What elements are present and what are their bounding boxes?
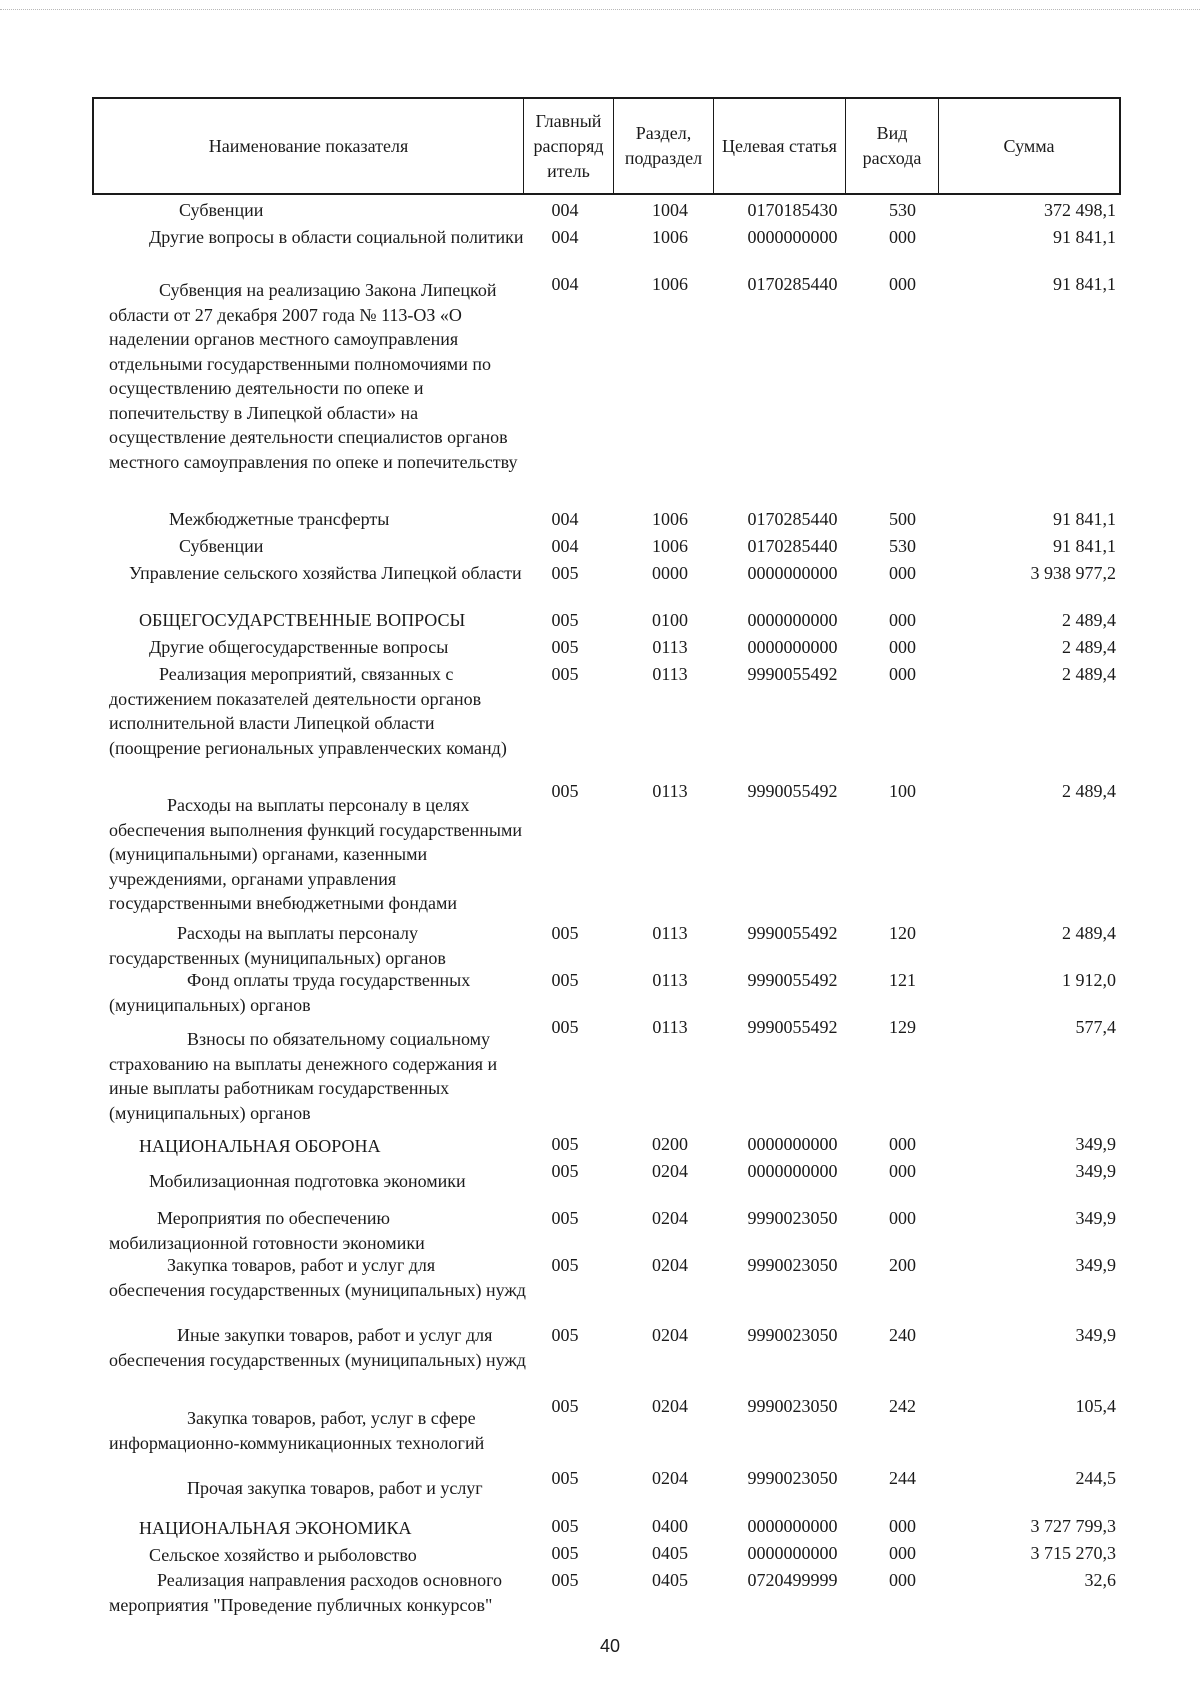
page-number: 40 xyxy=(599,1636,621,1656)
row-sum: 91 841,1 xyxy=(1053,509,1116,529)
row-razdel: 1006 xyxy=(652,274,688,294)
header-razdel: Раздел, подраздел xyxy=(614,99,714,193)
row-razdel: 0113 xyxy=(652,637,688,657)
row-razdel: 1004 xyxy=(652,200,688,220)
row-vid: 000 xyxy=(889,637,916,657)
row-glav: 005 xyxy=(551,1516,579,1536)
row-razdel: 1006 xyxy=(652,227,688,247)
row-vid: 121 xyxy=(889,970,916,990)
row-name: Реализация направления расходов основного мероприятия "Проведение публичных конкурсов" xyxy=(109,1570,503,1615)
row-name: Субвенции xyxy=(179,536,264,556)
row-sum: 91 841,1 xyxy=(1053,536,1116,556)
row-glav: 005 xyxy=(551,1543,579,1563)
row-sum: 91 841,1 xyxy=(1053,274,1116,294)
row-name: Другие общегосударственные вопросы xyxy=(149,637,449,657)
row-name: Прочая закупка товаров, работ и услуг xyxy=(187,1478,483,1498)
row-name: Иные закупки товаров, работ и услуг для обеспечения государственных (муниципальных) нужд xyxy=(109,1325,526,1370)
row-glav: 005 xyxy=(551,610,579,630)
row-glav: 005 xyxy=(551,1134,579,1154)
row-sum: 349,9 xyxy=(1075,1208,1116,1228)
row-razdel: 0000 xyxy=(652,563,688,583)
row-target: 9990055492 xyxy=(747,781,838,801)
row-name: Расходы на выплаты персоналу государственных (муниципальных) органов xyxy=(109,923,446,968)
row-name: НАЦИОНАЛЬНАЯ ЭКОНОМИКА xyxy=(139,1518,412,1538)
row-name: Закупка товаров, работ и услуг для обеспечения государственных (муниципальных) нужд xyxy=(109,1255,526,1300)
row-name: Межбюджетные трансферты xyxy=(169,509,390,529)
row-glav: 005 xyxy=(551,563,579,583)
row-razdel: 0200 xyxy=(652,1134,688,1154)
row-target: 0000000000 xyxy=(747,637,838,657)
row-name: Расходы на выплаты персоналу в целях обеспечения выполнения функций государственными (муниципальными) органами, казенными учреждениями, органами управления государственными внебюджетными фондами xyxy=(109,795,523,913)
row-target: 9990023050 xyxy=(747,1208,838,1228)
row-name: НАЦИОНАЛЬНАЯ ОБОРОНА xyxy=(139,1136,381,1156)
header-vid: Вид расхода xyxy=(846,99,939,193)
row-sum: 2 489,4 xyxy=(1062,923,1116,943)
row-sum: 349,9 xyxy=(1075,1134,1116,1154)
row-target: 0000000000 xyxy=(747,1161,838,1181)
row-name: Сельское хозяйство и рыболовство xyxy=(149,1545,417,1565)
row-glav: 005 xyxy=(551,1161,579,1181)
row-name: Другие вопросы в области социальной политики xyxy=(149,227,524,247)
row-target: 0170185430 xyxy=(747,200,838,220)
row-sum: 372 498,1 xyxy=(1044,200,1116,220)
row-glav: 004 xyxy=(551,200,579,220)
row-sum: 244,5 xyxy=(1075,1468,1116,1488)
row-glav: 005 xyxy=(551,1325,579,1345)
row-target: 9990023050 xyxy=(747,1396,838,1416)
row-name: Управление сельского хозяйства Липецкой области xyxy=(129,563,522,583)
row-name: Субвенция на реализацию Закона Липецкой области от 27 декабря 2007 года № 113-ОЗ «О наделении органов местного самоуправления отдельными государственными полномочиями по осуществлению деятельности по опеке и попечительству в Липецкой области» на осуществление деятельности специалистов органов местного самоуправления по опеке и попечительству xyxy=(109,280,518,472)
row-target: 9990055492 xyxy=(747,664,838,684)
row-glav: 005 xyxy=(551,1208,579,1228)
row-target: 0000000000 xyxy=(747,1543,838,1563)
row-glav: 004 xyxy=(551,536,579,556)
row-vid: 500 xyxy=(889,509,916,529)
header-sum: Сумма xyxy=(1003,135,1055,156)
header-target: Целевая статья xyxy=(714,99,846,193)
row-sum: 91 841,1 xyxy=(1053,227,1116,247)
row-sum: 2 489,4 xyxy=(1062,781,1116,801)
row-razdel: 0113 xyxy=(652,1017,688,1037)
row-vid: 244 xyxy=(889,1468,916,1488)
row-sum: 2 489,4 xyxy=(1062,664,1116,684)
row-vid: 000 xyxy=(889,563,916,583)
row-razdel: 0113 xyxy=(652,923,688,943)
row-razdel: 0113 xyxy=(652,664,688,684)
row-razdel: 0204 xyxy=(652,1396,688,1416)
row-name: Субвенции xyxy=(179,200,264,220)
row-glav: 005 xyxy=(551,1468,579,1488)
row-sum: 105,4 xyxy=(1075,1396,1116,1416)
row-razdel: 0400 xyxy=(652,1516,688,1536)
row-sum: 349,9 xyxy=(1075,1255,1116,1275)
row-razdel: 0113 xyxy=(652,781,688,801)
row-vid: 000 xyxy=(889,1543,916,1563)
row-target: 0000000000 xyxy=(747,1516,838,1536)
row-razdel: 0405 xyxy=(652,1570,688,1590)
row-vid: 000 xyxy=(889,1134,916,1154)
row-vid: 000 xyxy=(889,664,916,684)
row-name: Мероприятия по обеспечению мобилизационной готовности экономики xyxy=(109,1208,425,1253)
row-razdel: 0405 xyxy=(652,1543,688,1563)
header-glav: Главный распоряд итель xyxy=(524,99,614,193)
row-target: 0720499999 xyxy=(747,1570,838,1590)
row-glav: 005 xyxy=(551,1570,579,1590)
row-vid: 100 xyxy=(889,781,916,801)
row-vid: 000 xyxy=(889,610,916,630)
row-sum: 349,9 xyxy=(1075,1161,1116,1181)
row-vid: 530 xyxy=(889,200,916,220)
row-target: 0170285440 xyxy=(747,509,838,529)
row-vid: 000 xyxy=(889,274,916,294)
row-name: Фонд оплаты труда государственных (муниципальных) органов xyxy=(109,970,471,1015)
row-target: 0000000000 xyxy=(747,610,838,630)
row-name: Закупка товаров, работ, услуг в сфере информационно-коммуникационных технологий xyxy=(109,1408,485,1453)
row-target: 9990055492 xyxy=(747,970,838,990)
row-target: 0170285440 xyxy=(747,274,838,294)
row-vid: 129 xyxy=(889,1017,916,1037)
row-target: 9990055492 xyxy=(747,923,838,943)
row-vid: 200 xyxy=(889,1255,916,1275)
row-sum: 32,6 xyxy=(1084,1570,1116,1590)
header-name: Наименование показателя xyxy=(94,99,524,193)
row-name: Реализация мероприятий, связанных с достижением показателей деятельности органов исполнительной власти Липецкой области (поощрение региональных управленческих команд) xyxy=(109,664,507,758)
row-target: 0170285440 xyxy=(747,536,838,556)
row-razdel: 1006 xyxy=(652,536,688,556)
row-razdel: 0204 xyxy=(652,1468,688,1488)
row-sum: 3 715 270,3 xyxy=(1030,1543,1116,1563)
row-glav: 005 xyxy=(551,637,579,657)
row-glav: 005 xyxy=(551,781,579,801)
row-glav: 005 xyxy=(551,1396,579,1416)
row-razdel: 0113 xyxy=(652,970,688,990)
row-vid: 240 xyxy=(889,1325,916,1345)
row-target: 0000000000 xyxy=(747,1134,838,1154)
row-vid: 242 xyxy=(889,1396,916,1416)
row-sum: 1 912,0 xyxy=(1062,970,1116,990)
row-glav: 004 xyxy=(551,509,579,529)
row-glav: 005 xyxy=(551,923,579,943)
row-sum: 3 938 977,2 xyxy=(1030,563,1116,583)
row-razdel: 0204 xyxy=(652,1208,688,1228)
row-name: Мобилизационная подготовка экономики xyxy=(149,1171,466,1191)
row-vid: 000 xyxy=(889,227,916,247)
row-vid: 000 xyxy=(889,1161,916,1181)
row-target: 9990023050 xyxy=(747,1468,838,1488)
row-target: 0000000000 xyxy=(747,563,838,583)
row-vid: 000 xyxy=(889,1570,916,1590)
row-target: 9990023050 xyxy=(747,1255,838,1275)
row-vid: 530 xyxy=(889,536,916,556)
row-glav: 005 xyxy=(551,664,579,684)
row-target: 9990055492 xyxy=(747,1017,838,1037)
row-razdel: 0204 xyxy=(652,1325,688,1345)
row-razdel: 1006 xyxy=(652,509,688,529)
row-name: Взносы по обязательному социальному страхованию на выплаты денежного содержания и иные выплаты работникам государственных (муниципальных) органов xyxy=(109,1029,498,1123)
row-glav: 005 xyxy=(551,970,579,990)
row-glav: 005 xyxy=(551,1255,579,1275)
row-vid: 120 xyxy=(889,923,916,943)
row-vid: 000 xyxy=(889,1516,916,1536)
row-sum: 3 727 799,3 xyxy=(1030,1516,1116,1536)
row-glav: 005 xyxy=(551,1017,579,1037)
row-sum: 2 489,4 xyxy=(1062,637,1116,657)
row-target: 9990023050 xyxy=(747,1325,838,1345)
table-header xyxy=(92,97,1121,195)
row-razdel: 0100 xyxy=(652,610,688,630)
row-name: ОБЩЕГОСУДАРСТВЕННЫЕ ВОПРОСЫ xyxy=(139,610,466,630)
row-sum: 2 489,4 xyxy=(1062,610,1116,630)
row-sum: 349,9 xyxy=(1075,1325,1116,1345)
row-glav: 004 xyxy=(551,274,579,294)
row-vid: 000 xyxy=(889,1208,916,1228)
row-razdel: 0204 xyxy=(652,1161,688,1181)
row-target: 0000000000 xyxy=(747,227,838,247)
row-sum: 577,4 xyxy=(1075,1017,1116,1037)
row-razdel: 0204 xyxy=(652,1255,688,1275)
row-glav: 004 xyxy=(551,227,579,247)
top-dotted-rule xyxy=(0,9,1200,10)
